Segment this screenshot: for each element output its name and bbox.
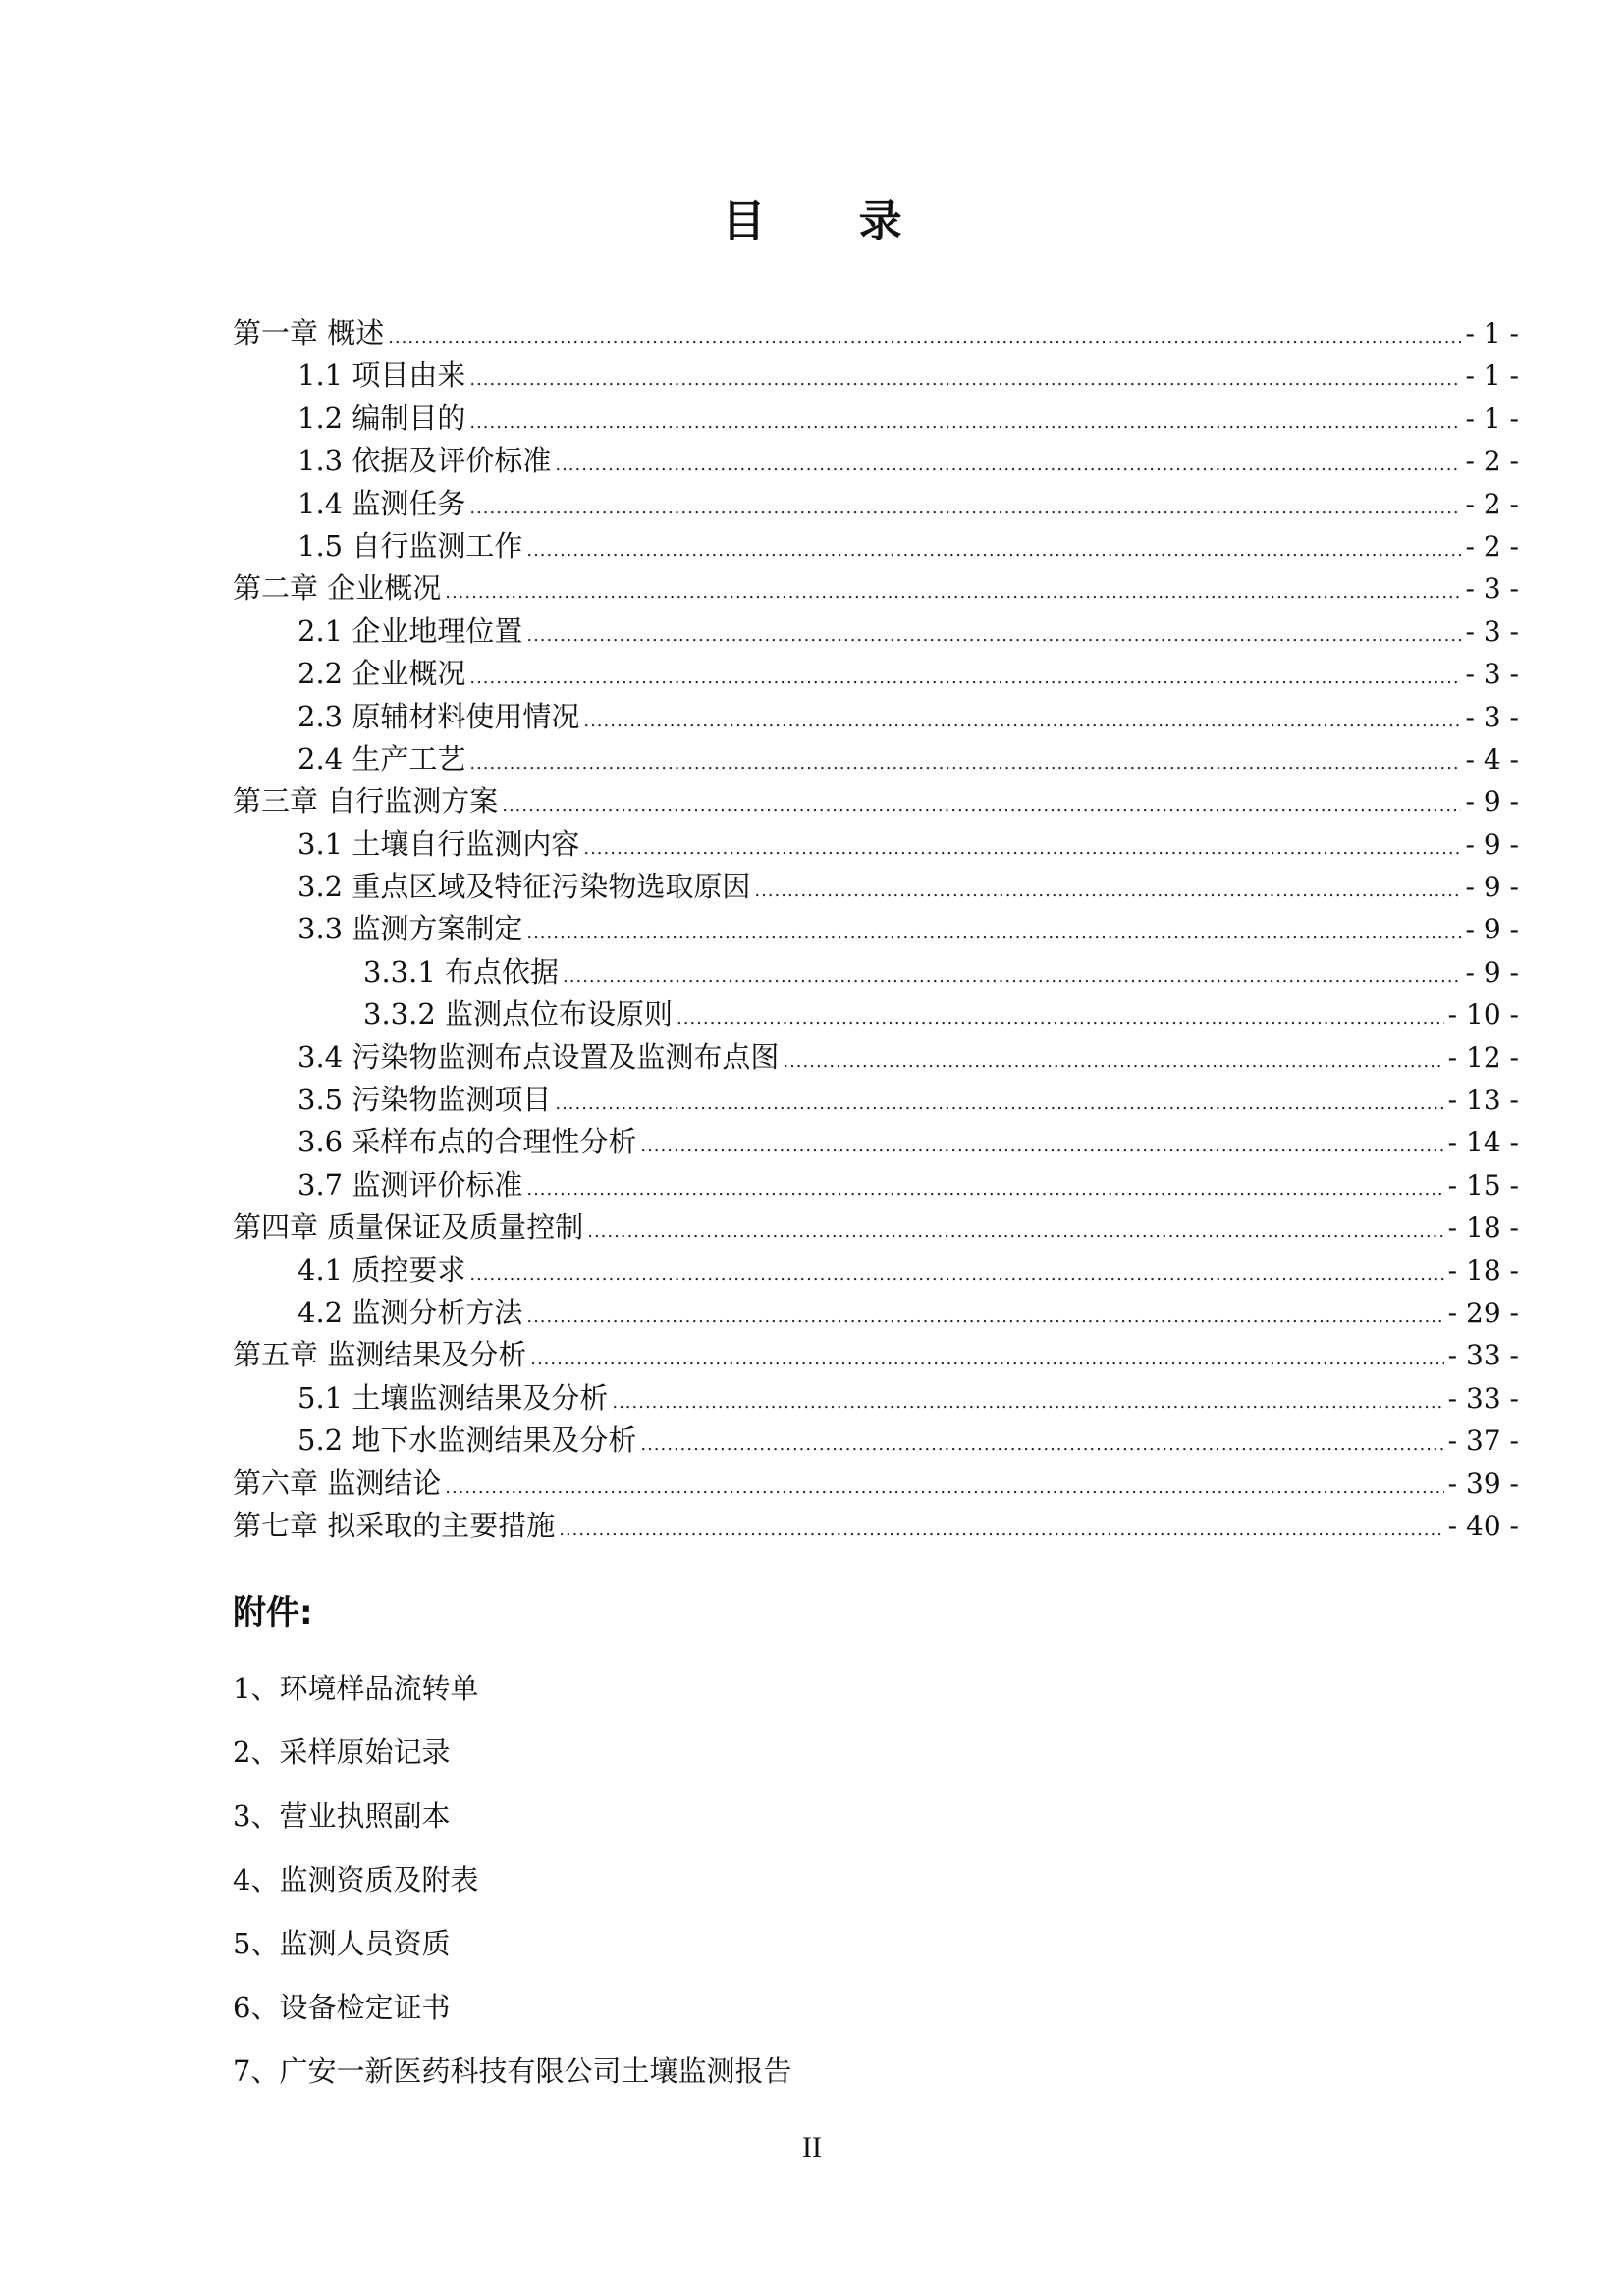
- toc-entry-page: - 33 -: [1447, 1381, 1519, 1415]
- toc-entry-1-1[interactable]: [233, 354, 1519, 397]
- toc-entry-label: 3.1 土壤自行监测内容: [298, 827, 580, 861]
- toc-entry-page: - 3 -: [1465, 614, 1519, 648]
- toc-leader-dots: [388, 316, 1461, 358]
- toc-entry-label: 第三章 自行监测方案: [233, 784, 499, 819]
- toc-entry-label: 1.1 项目由来: [298, 358, 466, 393]
- toc-entry-3-7[interactable]: [233, 1164, 1519, 1206]
- toc-leader-dots: [469, 358, 1461, 400]
- toc-entry-page: - 14 -: [1447, 1126, 1519, 1159]
- toc-entry-3-1[interactable]: [233, 824, 1519, 866]
- toc-leader-dots: [555, 1083, 1443, 1125]
- toc-entry-label: 4.1 质控要求: [298, 1253, 466, 1287]
- appendix-item: 7、广安一新医药科技有限公司土壤监测报告: [233, 2055, 792, 2088]
- toc-leader-dots: [563, 955, 1461, 997]
- toc-leader-dots: [526, 614, 1461, 657]
- toc-leader-dots: [445, 1467, 1443, 1509]
- appendix-item: 1、环境样品流转单: [233, 1672, 479, 1705]
- toc-entry-page: - 9 -: [1465, 785, 1519, 819]
- toc-leader-dots: [583, 700, 1461, 742]
- toc-entry-1-5[interactable]: [233, 525, 1519, 567]
- toc-entry-label: 3.2 重点区域及特征污染物选取原因: [298, 870, 751, 904]
- toc-entry-2-4[interactable]: [233, 738, 1519, 780]
- toc-entry-page: - 1 -: [1465, 401, 1519, 435]
- toc-entry-page: - 13 -: [1447, 1084, 1519, 1117]
- toc-entry-label: 第六章 监测结论: [233, 1466, 442, 1500]
- toc-leader-dots: [640, 1125, 1443, 1167]
- page-title: 目 录: [722, 196, 942, 246]
- toc-entry-page: - 2 -: [1465, 445, 1519, 478]
- toc-entry-page: - 9 -: [1465, 955, 1519, 988]
- toc-leader-dots: [526, 1168, 1443, 1210]
- appendix-list: [233, 1669, 1411, 2115]
- toc-leader-dots: [469, 401, 1461, 444]
- toc-leader-dots: [583, 828, 1461, 870]
- toc-leader-dots: [526, 912, 1461, 954]
- toc-entry-page: - 1 -: [1465, 317, 1519, 349]
- page-number: II: [802, 2131, 822, 2163]
- toc-entry-page: - 29 -: [1447, 1296, 1519, 1329]
- toc-leader-dots: [469, 1254, 1443, 1296]
- toc-entry-2-1[interactable]: [233, 611, 1519, 653]
- toc-leader-dots: [469, 657, 1461, 699]
- toc-leader-dots: [677, 997, 1444, 1040]
- toc-leader-dots: [469, 742, 1461, 784]
- toc-entry-5-2[interactable]: [233, 1419, 1519, 1462]
- toc-entry-label: 2.1 企业地理位置: [298, 614, 523, 648]
- toc-leader-dots: [445, 571, 1461, 614]
- toc-entry-page: - 2 -: [1465, 529, 1519, 562]
- toc-entry-2-3[interactable]: [233, 696, 1519, 738]
- toc-entry-label: 第五章 监测结果及分析: [233, 1338, 527, 1372]
- toc-entry-label: 2.2 企业概况: [298, 657, 466, 691]
- toc-entry-label: 5.2 地下水监测结果及分析: [298, 1423, 637, 1458]
- toc-entry-label: 1.4 监测任务: [298, 486, 466, 520]
- toc-entry-label: 1.3 依据及评价标准: [298, 444, 552, 478]
- toc-leader-dots: [530, 1338, 1443, 1380]
- toc-entry-page: - 3 -: [1465, 700, 1519, 733]
- toc-entry-4-2[interactable]: [233, 1292, 1519, 1334]
- toc-entry-page: - 9 -: [1465, 871, 1519, 904]
- appendix-item: 4、监测资质及附表: [233, 1863, 479, 1896]
- toc-entry-2-2[interactable]: [233, 653, 1519, 695]
- toc-entry-page: - 9 -: [1465, 828, 1519, 861]
- toc-leader-dots: [526, 1296, 1443, 1338]
- toc-entry-page: - 37 -: [1447, 1424, 1519, 1458]
- toc-entry-page: - 4 -: [1465, 742, 1519, 775]
- toc-entry-page: - 3 -: [1465, 572, 1519, 606]
- toc-entry-label: 5.1 土壤监测结果及分析: [298, 1380, 609, 1415]
- toc-entry-label: 1.2 编制目的: [298, 400, 466, 435]
- toc-entry-label: 2.4 生产工艺: [298, 741, 466, 775]
- appendix-item: 5、监测人员资质: [233, 1927, 451, 1960]
- toc-entry-page: - 18 -: [1447, 1254, 1519, 1287]
- toc-entry-3-3-2[interactable]: [233, 993, 1519, 1036]
- toc-leader-dots: [587, 1210, 1443, 1253]
- toc-entry-label: 3.6 采样布点的合理性分析: [298, 1125, 637, 1159]
- toc-entry-3-6[interactable]: [233, 1121, 1519, 1163]
- toc-entry-3-3[interactable]: [233, 908, 1519, 950]
- toc-entry-label: 第一章 概述: [233, 316, 385, 349]
- toc-entry-chapter-4[interactable]: [233, 1206, 1519, 1249]
- toc-entry-chapter-2[interactable]: [233, 567, 1519, 610]
- toc-entry-label: 3.7 监测评价标准: [298, 1167, 523, 1201]
- toc-entry-5-1[interactable]: [233, 1377, 1519, 1419]
- toc-leader-dots: [783, 1041, 1443, 1083]
- toc-entry-chapter-3[interactable]: [233, 780, 1519, 823]
- toc-entry-chapter-7[interactable]: [233, 1505, 1519, 1547]
- toc-entry-label: 第四章 质量保证及质量控制: [233, 1210, 584, 1245]
- toc-leader-dots: [526, 529, 1461, 571]
- toc-entry-1-3[interactable]: [233, 440, 1519, 482]
- toc-entry-chapter-6[interactable]: [233, 1463, 1519, 1505]
- toc-entry-page: - 15 -: [1447, 1168, 1519, 1201]
- toc-entry-label: 3.3.2 监测点位布设原则: [363, 997, 674, 1032]
- toc-entry-4-1[interactable]: [233, 1250, 1519, 1292]
- toc-entry-label: 1.5 自行监测工作: [298, 528, 523, 562]
- toc-entry-label: 3.5 污染物监测项目: [298, 1083, 552, 1117]
- toc-entry-page: - 2 -: [1465, 487, 1519, 520]
- toc-entry-label: 第七章 拟采取的主要措施: [233, 1508, 556, 1542]
- toc-entry-1-4[interactable]: [233, 483, 1519, 525]
- toc-entry-chapter-1[interactable]: [233, 312, 1519, 354]
- toc-leader-dots: [754, 870, 1461, 912]
- toc-leader-dots: [555, 444, 1461, 486]
- toc-entry-3-5[interactable]: [233, 1079, 1519, 1121]
- toc-leader-dots: [640, 1423, 1443, 1466]
- toc-entry-label: 2.3 原辅材料使用情况: [298, 699, 580, 733]
- appendix-heading: 附件:: [233, 1593, 313, 1632]
- appendix-item: 3、营业执照副本: [233, 1799, 451, 1833]
- toc-entry-page: - 40 -: [1447, 1509, 1519, 1542]
- toc-entry-page: - 18 -: [1447, 1211, 1519, 1245]
- toc-entry-label: 4.2 监测分析方法: [298, 1295, 523, 1329]
- toc-entry-page: - 1 -: [1465, 359, 1519, 393]
- toc-entry-page: - 9 -: [1465, 913, 1519, 946]
- toc-entry-page: - 3 -: [1465, 658, 1519, 691]
- toc-leader-dots: [559, 1509, 1443, 1551]
- toc-leader-dots: [469, 487, 1461, 529]
- toc-entry-3-3-1[interactable]: [233, 951, 1519, 993]
- toc-entry-label: 3.4 污染物监测布点设置及监测布点图: [298, 1040, 780, 1074]
- toc-entry-label: 3.3.1 布点依据: [363, 954, 560, 988]
- toc-entry-page: - 33 -: [1447, 1339, 1519, 1372]
- toc-entry-label: 第二章 企业概况: [233, 571, 442, 606]
- toc-entry-label: 3.3 监测方案制定: [298, 912, 523, 946]
- toc-entry-3-2[interactable]: [233, 866, 1519, 908]
- toc-entry-1-2[interactable]: [233, 398, 1519, 440]
- toc-leader-dots: [612, 1381, 1443, 1423]
- toc-leader-dots: [502, 784, 1461, 827]
- toc-entry-page: - 10 -: [1447, 998, 1519, 1032]
- toc-entry-page: - 12 -: [1447, 1041, 1519, 1074]
- appendix-item: 2、采样原始记录: [233, 1735, 451, 1769]
- toc-entry-page: - 39 -: [1447, 1467, 1519, 1500]
- appendix-item: 6、设备检定证书: [233, 1991, 451, 2024]
- toc-entry-3-4[interactable]: [233, 1037, 1519, 1079]
- toc-entry-chapter-5[interactable]: [233, 1334, 1519, 1376]
- table-of-contents: [233, 312, 1519, 1547]
